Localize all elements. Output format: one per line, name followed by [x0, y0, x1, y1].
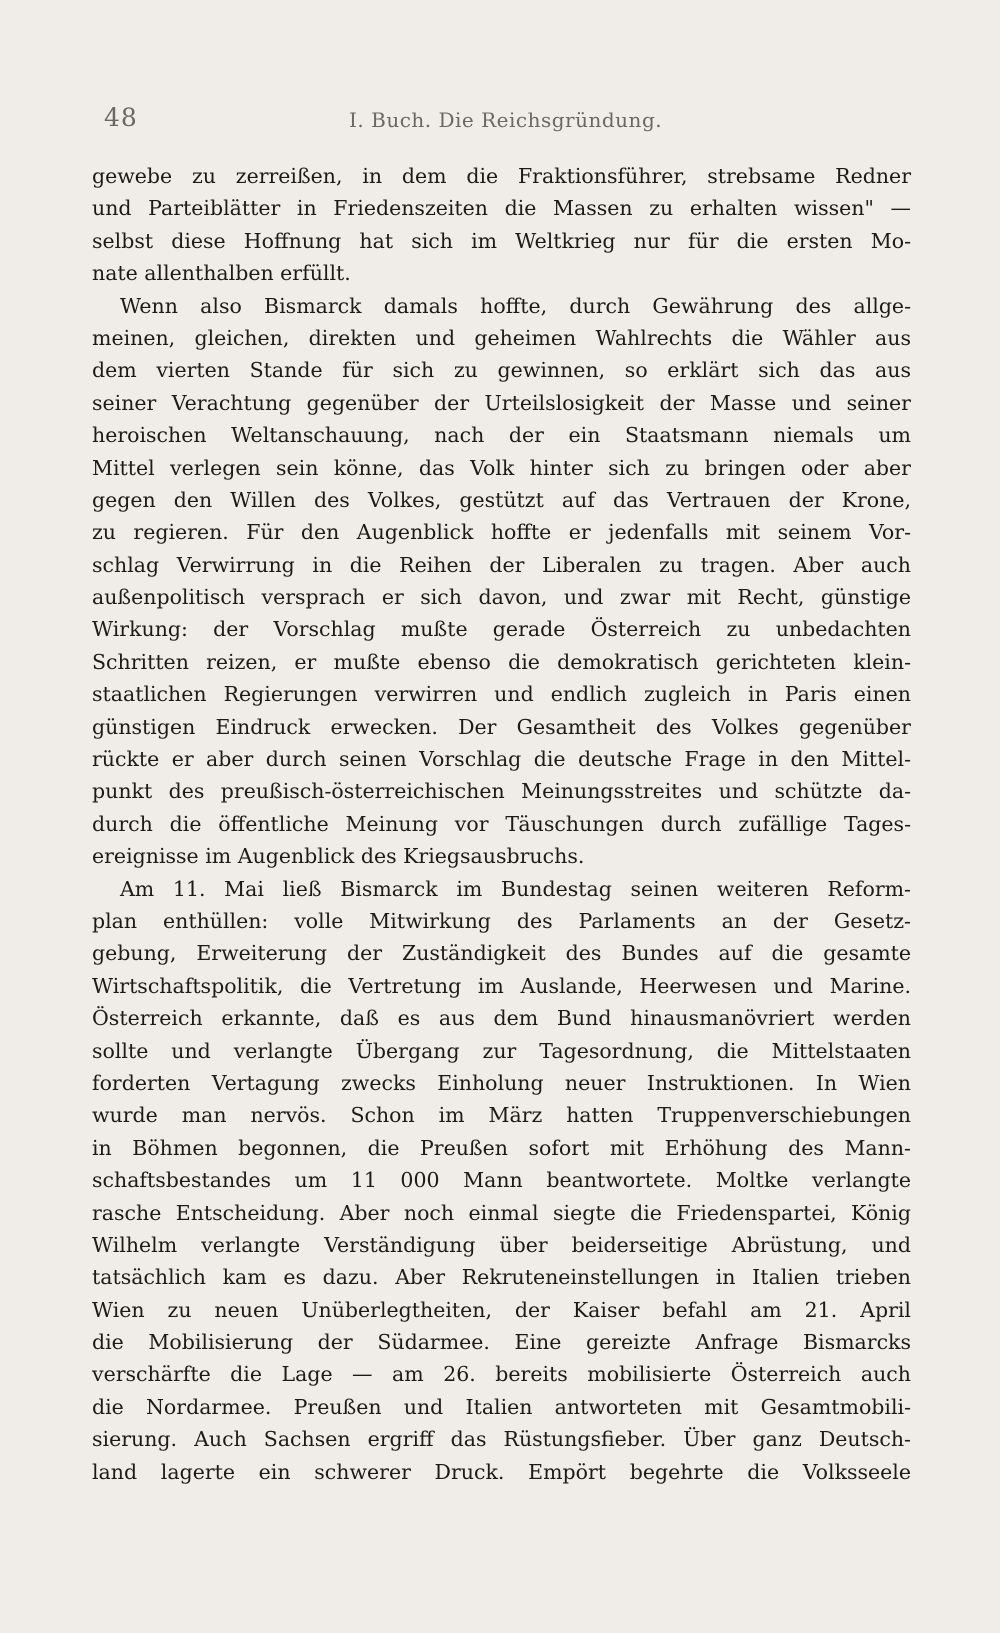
text-line: dem vierten Stande für sich zu gewinnen, so erklärt sich das aus	[92, 358, 911, 383]
text-line: Wirtschaftspolitik, die Vertretung im Auslande, Heerwesen und Marine.	[92, 973, 911, 998]
text-line: sierung. Auch Sachsen ergriff das Rüstungsfieber. Über ganz Deutsch-	[92, 1427, 911, 1452]
text-line: durch die öffentliche Meinung vor Täuschungen durch zufällige Tages-	[92, 811, 911, 836]
text-line: selbst diese Hoffnung hat sich im Weltkrieg nur für die ersten Mo-	[92, 228, 911, 253]
text-line: heroischen Weltanschauung, nach der ein Staatsmann niemals um	[92, 423, 911, 448]
text-line: günstigen Eindruck erwecken. Der Gesamtheit des Volkes gegenüber	[92, 714, 911, 739]
text-line: rasche Entscheidung. Aber noch einmal siegte die Friedenspartei, König	[92, 1200, 911, 1225]
text-line: in Böhmen begonnen, die Preußen sofort mit Erhöhung des Mann-	[92, 1135, 911, 1160]
running-head: I. Buch. Die Reichsgründung.	[349, 108, 663, 132]
text-line: gewebe zu zerreißen, in dem die Fraktionsführer, strebsame Redner	[92, 164, 911, 188]
text-line: tatsächlich kam es dazu. Aber Rekruteneinstellungen in Italien trieben	[92, 1265, 911, 1290]
text-line: sollte und verlangte Übergang zur Tagesordnung, die Mittelstaaten	[92, 1038, 911, 1063]
text-line: schlag Verwirrung in die Reihen der Liberalen zu tragen. Aber auch	[92, 552, 911, 577]
text-line: und Parteiblätter in Friedenszeiten die Massen zu erhalten wissen" —	[92, 196, 911, 221]
text-line: wurde man nervös. Schon im März hatten Truppenverschiebungen	[92, 1103, 911, 1128]
text-line: forderten Vertagung zwecks Einholung neuer Instruktionen. In Wien	[92, 1070, 911, 1095]
text-line: schaftsbestandes um 11 000 Mann beantwortete. Moltke verlangte	[92, 1168, 911, 1193]
page-header	[104, 103, 904, 143]
text-line: rückte er aber durch seinen Vorschlag die deutsche Frage in den Mittel-	[92, 747, 911, 772]
text-line: die Mobilisierung der Südarmee. Eine gereizte Anfrage Bismarcks	[92, 1330, 911, 1355]
text-line: zu regieren. Für den Augenblick hoffte er jedenfalls mit seinem Vor-	[92, 520, 911, 545]
text-line: punkt des preußisch-österreichischen Meinungsstreites und schützte da-	[92, 779, 911, 804]
text-line: Wenn also Bismarck damals hoffte, durch Gewährung des allge-	[120, 293, 911, 318]
text-line: ereignisse im Augenblick des Kriegsausbruchs.	[92, 844, 585, 869]
text-line: die Nordarmee. Preußen und Italien antworteten mit Gesamtmobili-	[92, 1394, 911, 1419]
page-number: 48	[104, 103, 138, 132]
body-text	[92, 160, 911, 1488]
text-line: Mittel verlegen sein könne, das Volk hinter sich zu bringen oder aber	[92, 455, 911, 480]
text-line: seiner Verachtung gegenüber der Urteilslosigkeit der Masse und seiner	[92, 390, 911, 415]
text-line: Schritten reizen, er mußte ebenso die demokratisch gerichteten klein-	[92, 649, 911, 674]
text-line: verschärfte die Lage — am 26. bereits mobilisierte Österreich auch	[92, 1362, 911, 1387]
text-line: Wien zu neuen Unüberlegtheiten, der Kaiser befahl am 21. April	[92, 1297, 911, 1322]
text-line: plan enthüllen: volle Mitwirkung des Parlaments an der Gesetz-	[92, 908, 911, 933]
text-line: land lagerte ein schwerer Druck. Empört begehrte die Volksseele	[92, 1459, 911, 1484]
text-line: Wilhelm verlangte Verständigung über beiderseitige Abrüstung, und	[92, 1232, 911, 1257]
text-line: meinen, gleichen, direkten und geheimen Wahlrechts die Wähler aus	[92, 325, 911, 350]
text-line: Wirkung: der Vorschlag mußte gerade Österreich zu unbedachten	[92, 617, 911, 642]
text-line: staatlichen Regierungen verwirren und endlich zugleich in Paris einen	[92, 682, 911, 707]
text-line: gebung, Erweiterung der Zuständigkeit des Bundes auf die gesamte	[92, 941, 911, 966]
text-line: Österreich erkannte, daß es aus dem Bund hinausmanövriert werden	[92, 1006, 911, 1031]
text-line: gegen den Willen des Volkes, gestützt auf das Vertrauen der Krone,	[92, 487, 911, 512]
text-line: außenpolitisch versprach er sich davon, und zwar mit Recht, günstige	[92, 585, 911, 610]
text-line: nate allenthalben erfüllt.	[92, 261, 351, 286]
text-line: Am 11. Mai ließ Bismarck im Bundestag seinen weiteren Reform-	[120, 876, 911, 901]
